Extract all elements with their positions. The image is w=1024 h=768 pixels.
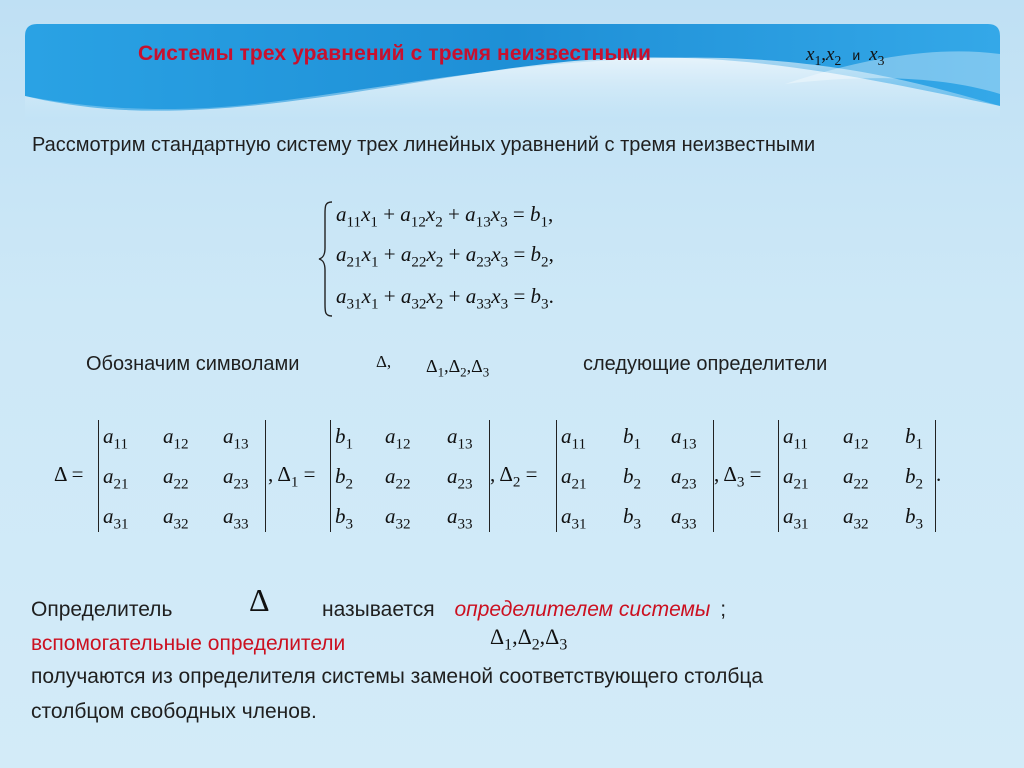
auxiliary-determinants-term: вспомогательные определители — [31, 632, 346, 655]
delta-symbol: Δ, — [376, 352, 392, 371]
paragraph-line-1b — [322, 598, 726, 622]
auxiliary-delta-list: $\Delta_1,\Delta_2,\Delta_3$ — [490, 624, 568, 654]
paragraph-line-4: столбцом свободных членов. — [31, 700, 317, 723]
det-cell: $a_{31}$ — [103, 504, 129, 533]
det-cell: $a_{13}$ — [447, 424, 473, 453]
det-matrix-main — [98, 420, 266, 532]
det-cell: $a_{31}$ — [783, 504, 809, 533]
det-cell: $a_{12}$ — [163, 424, 189, 453]
delta-list: $\Delta_1,\Delta_2,\Delta_3$ — [426, 356, 490, 380]
det-cell: $a_{12}$ — [385, 424, 411, 453]
det-cell: $b_3$ — [623, 504, 642, 533]
det-cell: $b_2$ — [335, 464, 354, 493]
paragraph-line-1 — [31, 598, 172, 622]
det-cell: $b_2$ — [623, 464, 642, 493]
called-word: называется — [322, 598, 435, 621]
det-cell: $a_{32}$ — [163, 504, 189, 533]
det-cell: $a_{11}$ — [561, 424, 587, 453]
big-delta-symbol: Δ — [249, 582, 270, 618]
curly-brace-icon — [318, 200, 334, 318]
det-cell: $a_{13}$ — [671, 424, 697, 453]
equation-row-2: $a_{21}x_1 + a_{22}x_2 + a_{23}x_3 = b_2$, — [336, 242, 554, 271]
det-label-main: Δ = — [54, 462, 84, 486]
det-matrix-1 — [330, 420, 490, 532]
semicolon: ; — [720, 598, 727, 621]
det-cell: $a_{33}$ — [671, 504, 697, 533]
det-cell: $b_1$ — [905, 424, 924, 453]
det-cell: $a_{23}$ — [223, 464, 249, 493]
equation-row-3: $a_{31}x_1 + a_{32}x_2 + a_{33}x_3 = b_3$. — [336, 284, 554, 313]
det-cell: $a_{31}$ — [561, 504, 587, 533]
det-label-2: , $\Delta_2$ = — [490, 462, 538, 491]
det-cell: $b_1$ — [623, 424, 642, 453]
title-variables: $x_1,x_2$ и $x_3$ — [806, 44, 885, 68]
det-trail-3: . — [936, 462, 942, 486]
denote-text: Обозначим символами — [86, 353, 300, 375]
det-cell: $a_{13}$ — [223, 424, 249, 453]
det-cell: $a_{32}$ — [843, 504, 869, 533]
slide-title: Системы трех уравнений с тремя неизвестными — [138, 42, 652, 65]
next-determinants-text: следующие определители — [583, 353, 828, 375]
equation-system — [318, 200, 648, 318]
det-cell: $b_3$ — [905, 504, 924, 533]
det-cell: $a_{23}$ — [447, 464, 473, 493]
det-cell: $a_{11}$ — [783, 424, 809, 453]
det-cell: $a_{21}$ — [103, 464, 129, 493]
det-matrix-2 — [556, 420, 714, 532]
title-banner — [25, 24, 1000, 120]
det-matrix-3 — [778, 420, 936, 532]
system-determinant-term: определителем системы — [454, 598, 711, 621]
det-cell: $a_{21}$ — [561, 464, 587, 493]
determinants-row — [54, 420, 954, 538]
paragraph-line-3: получаются из определителя системы заменой соответствующего столбца — [31, 665, 764, 688]
equation-row-1: $a_{11}x_1 + a_{12}x_2 + a_{13}x_3 = b_1$, — [336, 202, 554, 231]
det-label-1: , $\Delta_1$ = — [268, 462, 316, 491]
det-cell: $a_{32}$ — [385, 504, 411, 533]
det-cell: $b_3$ — [335, 504, 354, 533]
det-cell: $a_{22}$ — [163, 464, 189, 493]
det-cell: $a_{33}$ — [447, 504, 473, 533]
det-label-3: , $\Delta_3$ = — [714, 462, 762, 491]
det-cell: $b_2$ — [905, 464, 924, 493]
det-cell: $a_{22}$ — [843, 464, 869, 493]
det-cell: $a_{23}$ — [671, 464, 697, 493]
det-cell: $a_{22}$ — [385, 464, 411, 493]
determinant-word: Определитель — [31, 598, 173, 621]
det-cell: $a_{33}$ — [223, 504, 249, 533]
det-cell: $b_1$ — [335, 424, 354, 453]
det-cell: $a_{11}$ — [103, 424, 129, 453]
det-cell: $a_{12}$ — [843, 424, 869, 453]
intro-text: Рассмотрим стандартную систему трех линейных уравнений с тремя неизвестными — [32, 134, 816, 156]
det-cell: $a_{21}$ — [783, 464, 809, 493]
